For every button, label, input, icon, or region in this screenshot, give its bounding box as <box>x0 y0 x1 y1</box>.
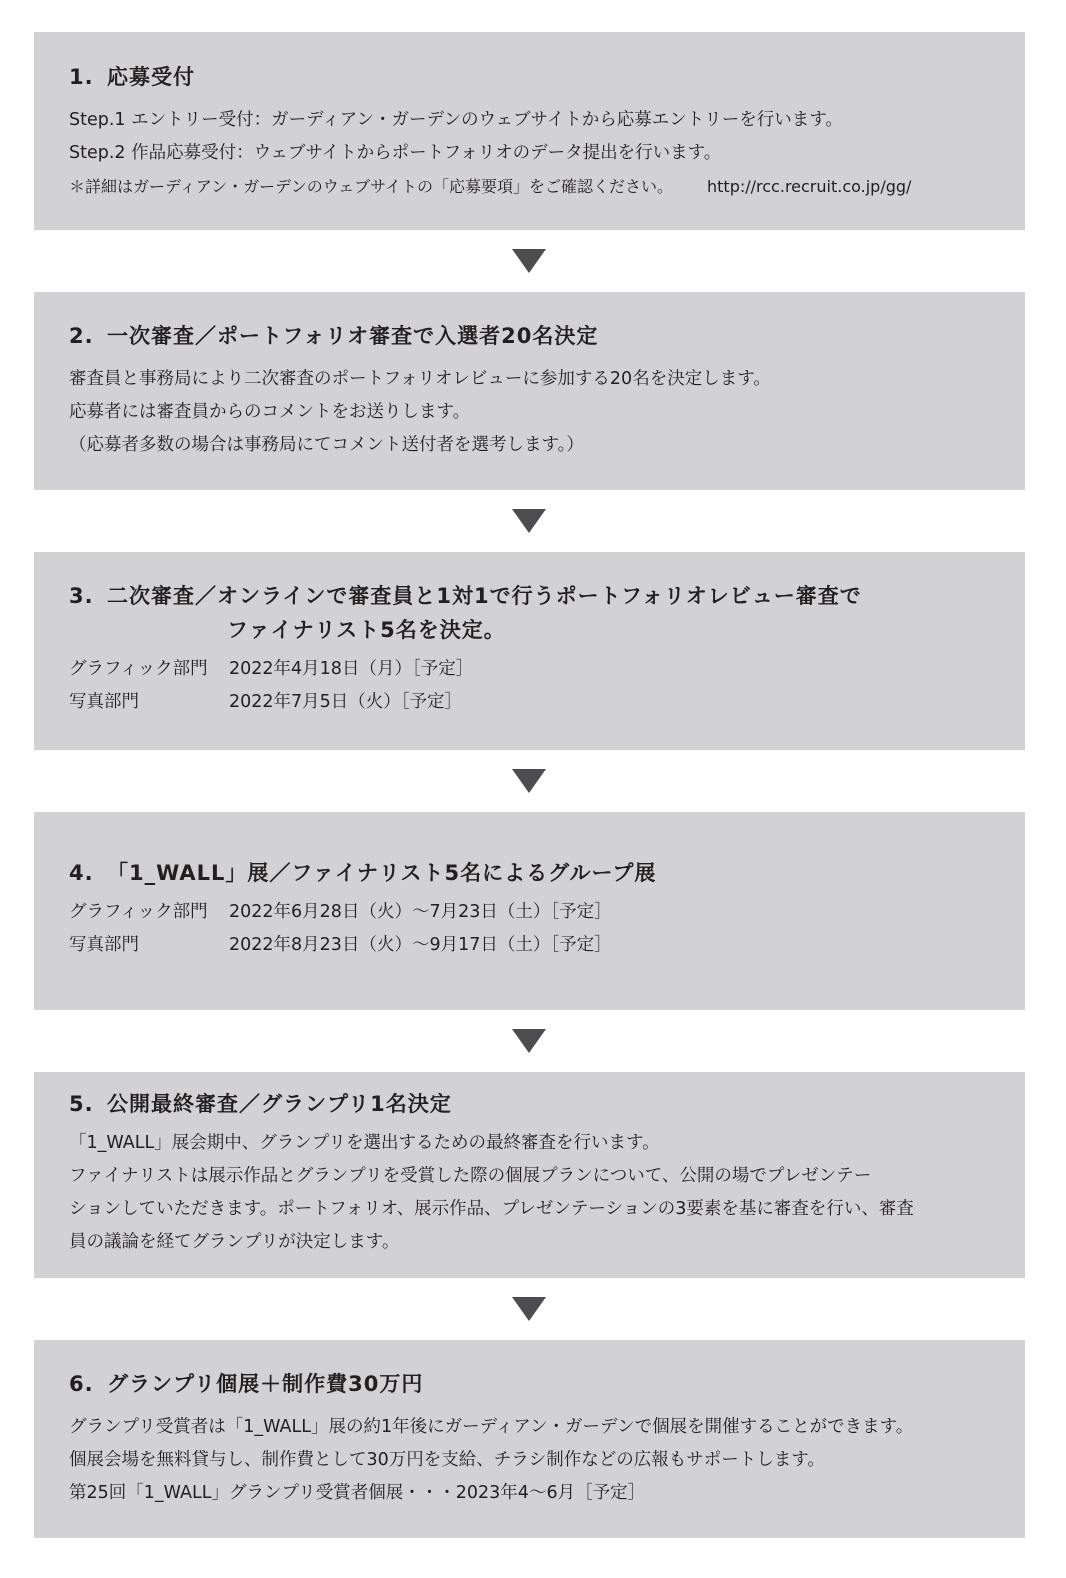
step-body-line: 第25回「1_WALL」グランプリ受賞者個展・・・2023年4～6月［予定］ <box>69 1483 646 1503</box>
step-number: 6. <box>69 1372 94 1396</box>
step-4-panel <box>34 812 1025 1010</box>
arrow-down-icon <box>512 1029 546 1053</box>
step-body-line: 応募者には審査員からのコメントをお送りします。 <box>69 402 471 422</box>
step-number: 1. <box>69 65 94 89</box>
flow-arrow <box>34 230 1025 292</box>
arrow-down-icon <box>512 509 546 533</box>
schedule-date: 2022年6月28日（火）～7月23日（土）［予定］ <box>229 902 612 922</box>
schedule-label: 写真部門 <box>69 692 139 712</box>
step-5-panel <box>34 1072 1025 1278</box>
step-title-text: 公開最終審査／グランプリ1名決定 <box>107 1092 452 1116</box>
schedule-row <box>69 686 995 719</box>
schedule-date: 2022年7月5日（火）［予定］ <box>229 692 463 712</box>
flow-arrow <box>34 750 1025 812</box>
step-2-panel <box>34 292 1025 490</box>
step-body-line: 個展会場を無料貸与し、制作費として30万円を支給、チラシ制作などの広報もサポートします。 <box>69 1450 825 1470</box>
step-1-panel <box>34 32 1025 230</box>
step-body-line: 審査員と事務局により二次審査のポートフォリオレビューに参加する20名を決定します。 <box>69 369 771 389</box>
step-title-text: 「1_WALL」展／ファイナリスト5名によるグループ展 <box>107 861 657 885</box>
step-number: 5. <box>69 1092 94 1116</box>
arrow-down-icon <box>512 1297 546 1321</box>
schedule-label: グラフィック部門 <box>69 659 208 679</box>
step-note <box>69 170 995 203</box>
website-url-link[interactable]: http://rcc.recruit.co.jp/gg/ <box>707 177 912 196</box>
step-body-line: Step.2 作品応募受付：ウェブサイトからポートフォリオのデータ提出を行います。 <box>69 143 722 163</box>
schedule-date: 2022年8月23日（火）～9月17日（土）［予定］ <box>229 935 612 955</box>
schedule-date: 2022年4月18日（月）［予定］ <box>229 659 474 679</box>
arrow-down-icon <box>512 769 546 793</box>
step-body-line: グランプリ受賞者は「1_WALL」展の約1年後にガーディアン・ガーデンで個展を開催することができます。 <box>69 1417 914 1437</box>
step-number: 2. <box>69 324 94 348</box>
step-body-line: （応募者多数の場合は事務局にてコメント送付者を選考します。） <box>69 435 584 455</box>
step-number: 3. <box>69 584 94 608</box>
step-title <box>69 1367 995 1401</box>
step-title <box>69 319 995 353</box>
step-title-text: 一次審査／ポートフォリオ審査で入選者20名決定 <box>107 324 599 348</box>
step-6-panel <box>34 1340 1025 1538</box>
application-flow <box>34 32 1025 1538</box>
step-title-text: グランプリ個展＋制作費30万円 <box>107 1372 424 1396</box>
step-number: 4. <box>69 861 94 885</box>
schedule-row <box>69 653 995 686</box>
step-title-continuation: ファイナリスト5名を決定。 <box>227 618 506 642</box>
step-body-line: ファイナリストは展示作品とグランプリを受賞した際の個展プランについて、公開の場でプレゼンテー <box>69 1166 872 1186</box>
schedule-row <box>69 929 995 962</box>
step-body-line: ションしていただきます。ポートフォリオ、展示作品、プレゼンテーションの3要素を基に審査を行い、審査 <box>69 1199 914 1219</box>
note-text: ＊詳細はガーディアン・ガーデンのウェブサイトの「応募要項」をご確認ください。 <box>69 177 674 196</box>
step-title <box>69 856 995 890</box>
schedule-row <box>69 896 995 929</box>
schedule-label: 写真部門 <box>69 935 139 955</box>
flow-arrow <box>34 490 1025 552</box>
step-title-text: 応募受付 <box>107 65 195 89</box>
flow-arrow <box>34 1010 1025 1072</box>
step-title-text: 二次審査／オンラインで審査員と1対1で行うポートフォリオレビュー審査で <box>107 584 862 608</box>
flow-arrow <box>34 1278 1025 1340</box>
step-title <box>69 60 995 94</box>
step-3-panel <box>34 552 1025 750</box>
step-body-line: Step.1 エントリー受付：ガーディアン・ガーデンのウェブサイトから応募エントリーを行います。 <box>69 110 843 130</box>
step-body-line: 員の議論を経てグランプリが決定します。 <box>69 1232 400 1252</box>
schedule-label: グラフィック部門 <box>69 902 208 922</box>
step-body-line: 「1_WALL」展会期中、グランプリを選出するための最終審査を行います。 <box>69 1133 660 1153</box>
step-title <box>69 579 995 613</box>
step-title <box>69 1087 995 1121</box>
arrow-down-icon <box>512 249 546 273</box>
